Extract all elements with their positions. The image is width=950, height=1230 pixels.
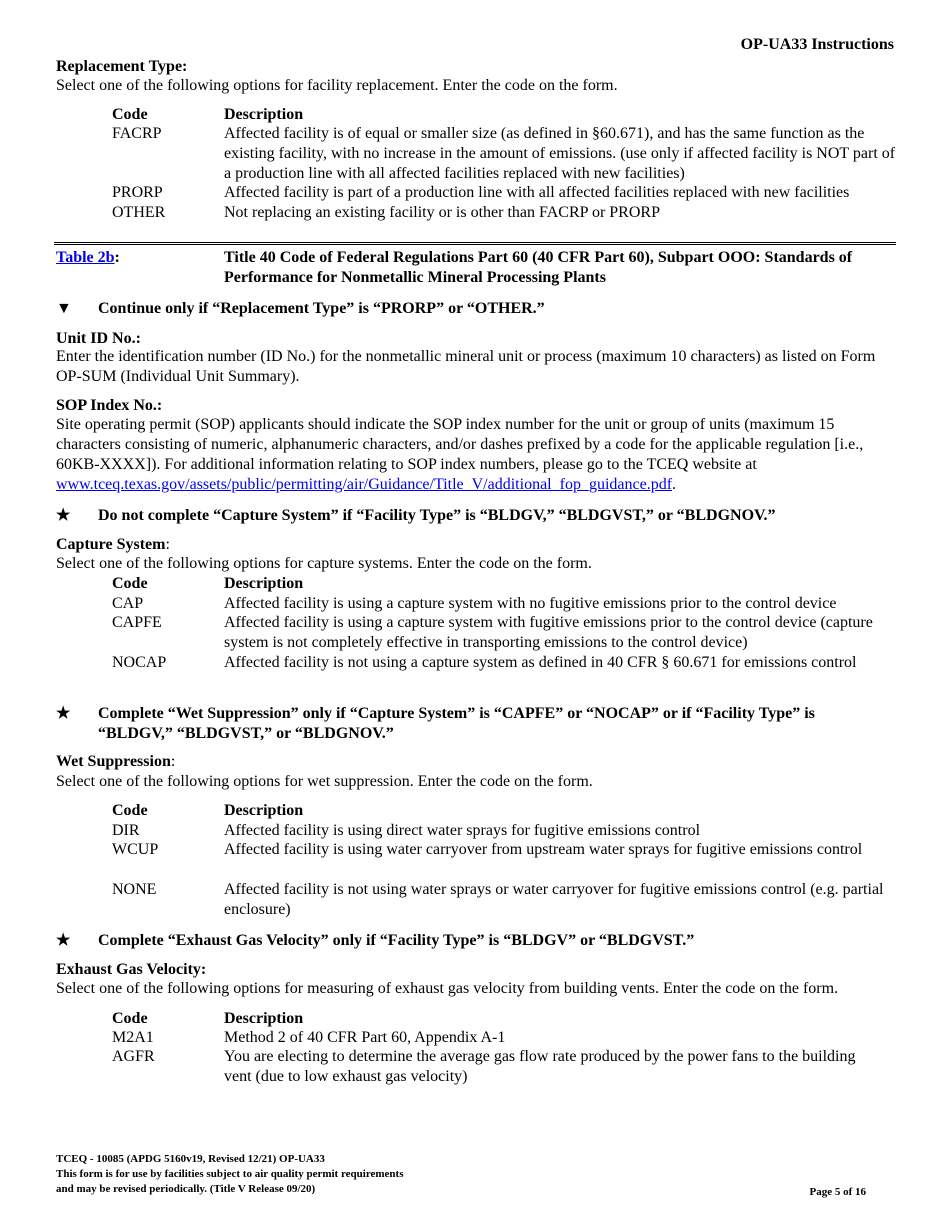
- footer-notice: This form is for use by facilities subject to air quality permit requirements: [56, 1168, 404, 1180]
- capture-system-colon: :: [165, 536, 170, 553]
- replacement-type-label: Replacement Type:: [56, 58, 188, 75]
- code-none: NONE: [112, 881, 157, 898]
- down-triangle-icon: ▼: [56, 300, 72, 317]
- continue-instruction: Continue only if “Replacement Type” is “PRORP” or “OTHER.”: [98, 300, 545, 317]
- tceq-guidance-link[interactable]: www.tceq.texas.gov/assets/public/permitting/air/Guidance/Title_V/additional_fop_guidance.pdf: [56, 476, 673, 493]
- sop-index-label: SOP Index No.:: [56, 397, 163, 414]
- table-2b-colon: :: [114, 249, 120, 266]
- code-facrp: FACRP: [112, 125, 162, 142]
- code-prorp: PRORP: [112, 184, 163, 201]
- capture-system-heading: [56, 535, 170, 555]
- code-capfe: CAPFE: [112, 614, 162, 631]
- desc-facrp: Affected facility is of equal or smaller size (as defined in §60.671), and has the same function as the existing facility, with no increase in the amount of emissions. (use only if affected facility is NOT part of a production line with all affected facilities replaced with new facilities): [224, 125, 896, 182]
- desc-capfe: Affected facility is using a capture system with fugitive emissions prior to the control device (capture system is not completely effective in transporting emissions to the control device): [224, 614, 873, 651]
- desc-agfr: You are electing to determine the average gas flow rate produced by the power fans to the building vent (due to low exhaust gas velocity): [224, 1048, 856, 1085]
- desc-none: Affected facility is not using water sprays or water carryover for fugitive emissions control (e.g. partial enclosure): [224, 881, 884, 918]
- sop-index-period: .: [672, 476, 677, 493]
- replacement-type-intro: Select one of the following options for facility replacement. Enter the code on the form.: [56, 77, 618, 94]
- sop-index-text: Site operating permit (SOP) applicants should indicate the SOP index number for the unit or group of units (maximum 15 characters consisting of numeric, alphanumeric characters, and/or dashes prefixed by a code for the applicable regulation [i.e., 60KB-XXXX]). For additional information relating to SOP index numbers, please go to the TCEQ website at: [56, 416, 864, 473]
- star-icon: ★: [56, 507, 71, 524]
- wet-suppression-intro: Select one of the following options for wet suppression. Enter the code on the form.: [56, 773, 593, 790]
- capture-system-intro: Select one of the following options for capture systems. Enter the code on the form.: [56, 555, 592, 572]
- description-column-header: Description: [224, 1010, 304, 1027]
- unit-id-text: Enter the identification number (ID No.) for the nonmetallic mineral unit or process (maximum 10 characters) as listed on Form OP-SUM (Individual Unit Summary).: [56, 348, 876, 385]
- star-icon: ★: [56, 932, 71, 949]
- code-wcup: WCUP: [112, 841, 159, 858]
- desc-wcup: Affected facility is using water carryover from upstream water sprays for fugitive emissions control: [224, 841, 863, 858]
- table-2b-link[interactable]: Table 2b: [56, 249, 115, 266]
- code-m2a1: M2A1: [112, 1029, 154, 1046]
- page-number: Page 5 of 16: [809, 1186, 866, 1198]
- desc-other: Not replacing an existing facility or is other than FACRP or PRORP: [224, 204, 660, 221]
- description-column-header: Description: [224, 802, 304, 819]
- wet-suppression-heading: [56, 752, 175, 772]
- desc-m2a1: Method 2 of 40 CFR Part 60, Appendix A-1: [224, 1029, 506, 1046]
- wet-suppression-colon: :: [170, 753, 176, 770]
- footer-release: and may be revised periodically. (Title V Release 09/20): [56, 1183, 316, 1195]
- capture-system-label: Capture System: [56, 536, 166, 553]
- table-2b-title: Title 40 Code of Federal Regulations Part 60 (40 CFR Part 60), Subpart OOO: Standards of Performance for Nonmetallic Mineral Processing Plants: [224, 249, 853, 286]
- desc-cap: Affected facility is using a capture system with no fugitive emissions prior to the control device: [224, 595, 837, 612]
- exhaust-instruction: Complete “Exhaust Gas Velocity” only if “Facility Type” is “BLDGV” or “BLDGVST.”: [98, 932, 695, 949]
- desc-nocap: Affected facility is not using a capture system as defined in 40 CFR § 60.671 for emissions control: [224, 654, 857, 671]
- exhaust-gas-velocity-intro: Select one of the following options for measuring of exhaust gas velocity from building vents. Enter the code on the form.: [56, 980, 839, 997]
- code-column-header: Code: [112, 106, 148, 123]
- unit-id-label: Unit ID No.:: [56, 330, 141, 347]
- page-header-title: OP-UA33 Instructions: [740, 36, 894, 53]
- capture-instruction: Do not complete “Capture System” if “Facility Type” is “BLDGV,” “BLDGVST,” or “BLDGNOV.”: [98, 507, 776, 524]
- code-cap: CAP: [112, 595, 144, 612]
- description-column-header: Description: [224, 106, 304, 123]
- code-agfr: AGFR: [112, 1048, 155, 1065]
- star-icon: ★: [56, 705, 71, 722]
- code-other: OTHER: [112, 204, 166, 221]
- desc-dir: Affected facility is using direct water sprays for fugitive emissions control: [224, 822, 701, 839]
- wet-suppression-instruction: Complete “Wet Suppression” only if “Capture System” is “CAPFE” or “NOCAP” or if “Facility Type” is “BLDGV,” “BLDGVST,” or “BLDGNOV.”: [98, 705, 815, 742]
- code-column-header: Code: [112, 1010, 148, 1027]
- code-nocap: NOCAP: [112, 654, 167, 671]
- table-2b-heading: [56, 248, 120, 268]
- code-column-header: Code: [112, 802, 148, 819]
- section-divider: [54, 242, 896, 245]
- description-column-header: Description: [224, 575, 304, 592]
- wet-suppression-label: Wet Suppression: [56, 753, 171, 770]
- code-column-header: Code: [112, 575, 148, 592]
- exhaust-gas-velocity-label: Exhaust Gas Velocity:: [56, 961, 207, 978]
- footer-form-id: TCEQ - 10085 (APDG 5160v19, Revised 12/21) OP-UA33: [56, 1153, 325, 1165]
- desc-prorp: Affected facility is part of a production line with all affected facilities replaced with new facilities: [224, 184, 850, 201]
- code-dir: DIR: [112, 822, 140, 839]
- sop-index-paragraph: [56, 415, 896, 495]
